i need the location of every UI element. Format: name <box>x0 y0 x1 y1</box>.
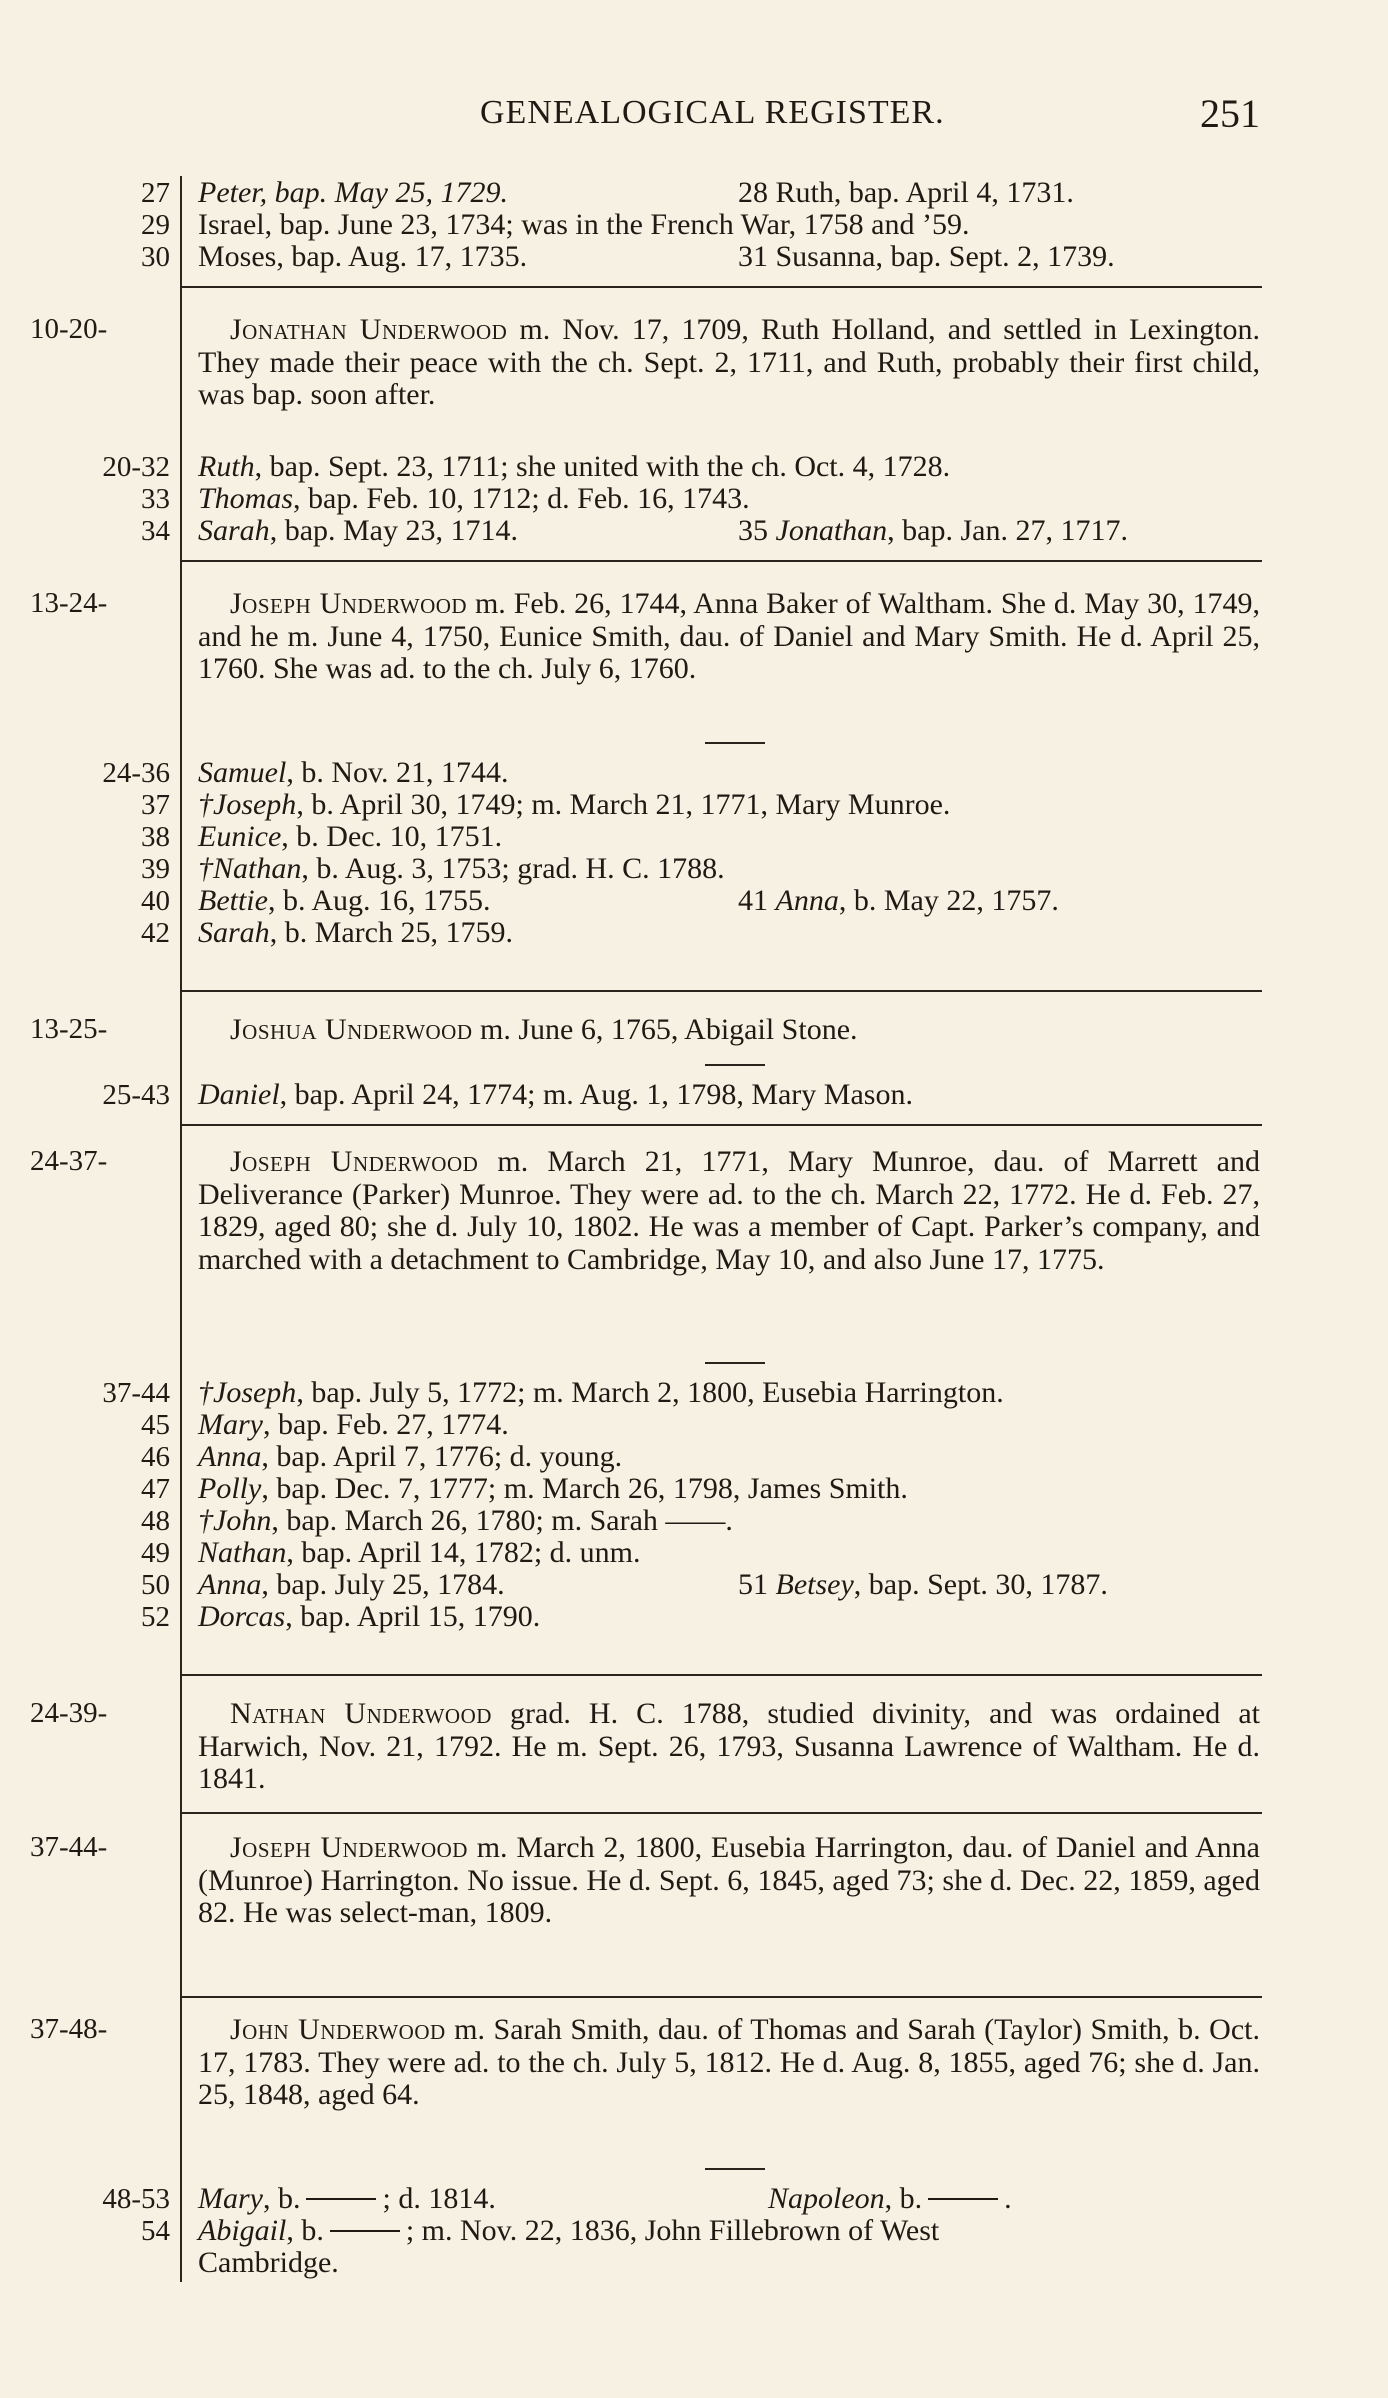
child-detail: , b. <box>884 2182 923 2215</box>
short-rule <box>705 1064 765 1066</box>
child-line <box>198 1080 1260 1110</box>
child-detail: , b. <box>262 2182 301 2215</box>
person-name: Joseph Underwood <box>230 1831 468 1864</box>
section-ref: 13-25- <box>30 1013 108 1045</box>
child-name: Mary <box>198 2182 263 2215</box>
entry-text: Moses, bap. Aug. 17, 1735. <box>198 240 528 273</box>
ref-number: 54 <box>141 2215 170 2247</box>
person-name: Nathan Underwood <box>230 1697 492 1730</box>
child-detail: , bap. Jan. 27, 1717. <box>887 514 1128 547</box>
child-line <box>198 1410 1260 1440</box>
ref-number: 45 <box>141 1409 170 1441</box>
section-paragraph <box>198 2014 1260 2112</box>
child-line <box>198 822 1260 852</box>
paragraph-text: grad. H. C. 1788, studied divinity, and was ordained at Harwich, Nov. 21, 1792. He m. Sept. 26, 1793, Susanna Lawrence of Waltham. He d. 1841. <box>198 1697 1260 1795</box>
section-ref: 24-39- <box>30 1697 108 1729</box>
ref-number: 37-44 <box>102 1377 170 1409</box>
ref-number: 39 <box>141 853 170 885</box>
section-rule <box>182 1124 1262 1126</box>
child-line <box>198 1570 1260 1600</box>
child-line <box>198 1538 1260 1568</box>
child-line <box>198 886 1260 916</box>
child-line <box>198 516 1260 546</box>
short-rule <box>705 742 765 744</box>
child-detail: , bap. May 23, 1714. <box>269 514 518 547</box>
child-name: Nathan <box>198 1536 287 1569</box>
person-name: Joseph Underwood <box>230 1145 479 1178</box>
child-detail: ; d. 1814. <box>382 2182 496 2215</box>
child-name: Mary <box>198 1408 263 1441</box>
child-detail: , bap. July 25, 1784. <box>261 1568 505 1601</box>
short-rule <box>705 2168 765 2170</box>
child-name: Dorcas <box>198 1600 286 1633</box>
child-detail: , bap. July 5, 1772; m. March 2, 1800, Eusebia Harrington. <box>296 1376 1004 1409</box>
child-line <box>198 1474 1260 1504</box>
person-name: Joseph Underwood <box>230 587 468 620</box>
child-name: Sarah <box>198 514 270 547</box>
short-rule <box>705 1362 765 1364</box>
child-line <box>198 1602 1260 1632</box>
child-name: Eunice <box>198 820 282 853</box>
section-ref: 13-24- <box>30 587 108 619</box>
paragraph-text: m. Feb. 26, 1744, Anna Baker of Waltham. She d. May 30, 1749, and he m. June 4, 1750, Eunice Smith, dau. of Daniel and Mary Smith. He d. April 25, 1760. She was ad. to the ch. July 6, 1760. <box>198 587 1260 685</box>
child-detail: , b. May 22, 1757. <box>838 884 1059 917</box>
child-detail: , b. Nov. 21, 1744. <box>286 756 509 789</box>
child-detail: , b. Aug. 3, 1753; grad. H. C. 1788. <box>301 852 725 885</box>
paragraph-text: m. March 21, 1771, Mary Munroe, dau. of Marrett and Deliverance (Parker) Munroe. They were ad. to the ch. March 22, 1772. He d. Feb. 27, 1829, aged 80; she d. July 10, 1802. He was a member of Capt. Parker’s company, and marched with a detachment to Cambridge, May 10, and also June 17, 1775. <box>198 1145 1261 1276</box>
child-line-continued: Cambridge. <box>198 2246 339 2279</box>
section-ref: 37-44- <box>30 1831 108 1863</box>
child-name: †John <box>198 1504 272 1537</box>
ref-number: 25-43 <box>102 1079 170 1111</box>
child-line <box>198 452 1260 482</box>
child-detail: , b. April 30, 1749; m. March 21, 1771, Mary Munroe. <box>296 788 951 821</box>
ref-number: 50 <box>141 1569 170 1601</box>
ref-number: 46 <box>141 1441 170 1473</box>
child-line <box>198 1506 1260 1536</box>
child-line <box>198 790 1260 820</box>
section-rule <box>182 1674 1262 1676</box>
ref-number: 34 <box>141 515 170 547</box>
child-detail: , bap. April 24, 1774; m. Aug. 1, 1798, Mary Mason. <box>279 1078 913 1111</box>
child-name: Samuel <box>198 756 287 789</box>
section-rule <box>182 1812 1262 1814</box>
child-line <box>198 1378 1260 1408</box>
page-header <box>180 90 1260 150</box>
child-line <box>198 242 1260 272</box>
ref-number: 38 <box>141 821 170 853</box>
margin-rule <box>180 176 182 2282</box>
child-name: Jonathan <box>775 514 888 547</box>
blank-dash <box>306 2198 376 2200</box>
blank-dash <box>928 2198 998 2200</box>
child-name: Anna <box>198 1440 262 1473</box>
entry-text: Peter, bap. May 25, 1729. <box>198 176 508 209</box>
child-detail: , b. <box>286 2214 324 2247</box>
child-detail: , bap. Feb. 27, 1774. <box>262 1408 509 1441</box>
child-detail: , bap. April 7, 1776; d. young. <box>261 1440 623 1473</box>
child-name: Bettie <box>198 884 268 917</box>
entry-text-right: 28 Ruth, bap. April 4, 1731. <box>738 176 1074 209</box>
child-detail: , bap. April 14, 1782; d. unm. <box>286 1536 641 1569</box>
child-name: Thomas <box>198 482 294 515</box>
section-ref: 10-20- <box>30 313 108 345</box>
child-number: 41 <box>738 884 768 917</box>
section-paragraph <box>198 588 1260 686</box>
section-rule <box>182 990 1262 992</box>
child-line <box>198 2184 1260 2214</box>
child-name: Anna <box>775 884 839 917</box>
child-name: Polly <box>198 1472 262 1505</box>
child-name: †Nathan <box>198 852 302 885</box>
person-name: Jonathan Underwood <box>230 313 508 346</box>
section-paragraph <box>198 1832 1260 1930</box>
child-line <box>198 1442 1260 1472</box>
child-detail: , b. Dec. 10, 1751. <box>281 820 503 853</box>
ref-number: 52 <box>141 1601 170 1633</box>
section-paragraph <box>198 1146 1260 1276</box>
child-line <box>198 484 1260 514</box>
paragraph-text: m. March 2, 1800, Eusebia Harrington, dau. of Daniel and Anna (Munroe) Harrington. No issue. He d. Sept. 6, 1845, aged 73; she d. Dec. 22, 1859, aged 82. He was select-man, 1809. <box>198 1831 1261 1929</box>
ref-number: 48 <box>141 1505 170 1537</box>
section-paragraph <box>198 314 1260 412</box>
child-detail: , bap. Sept. 30, 1787. <box>853 1568 1108 1601</box>
child-detail: , bap. Dec. 7, 1777; m. March 26, 1798, James Smith. <box>261 1472 908 1505</box>
child-detail: , bap. Sept. 23, 1711; she united with the ch. Oct. 4, 1728. <box>254 450 951 483</box>
paragraph-text: m. June 6, 1765, Abigail Stone. <box>472 1013 858 1046</box>
paragraph-text: m. Sarah Smith, dau. of Thomas and Sarah (Taylor) Smith, b. Oct. 17, 1783. They were ad. to the ch. July 5, 1812. He d. Aug. 8, 1855, aged 76; she d. Jan. 25, 1848, aged 64. <box>198 2013 1260 2111</box>
child-name: Sarah <box>198 916 270 949</box>
ref-number: 33 <box>141 483 170 515</box>
child-name: Anna <box>198 1568 262 1601</box>
child-name: †Joseph <box>198 1376 297 1409</box>
ref-number: 30 <box>141 241 170 273</box>
ref-number: 37 <box>141 789 170 821</box>
child-line <box>198 758 1260 788</box>
running-title: GENEALOGICAL REGISTER. <box>480 94 945 131</box>
ref-number: 48-53 <box>102 2183 170 2215</box>
child-detail: , b. March 25, 1759. <box>269 916 513 949</box>
child-line: Israel, bap. June 23, 1734; was in the French War, 1758 and ’59. <box>198 208 970 241</box>
child-detail: , b. Aug. 16, 1755. <box>267 884 491 917</box>
child-detail: , bap. April 15, 1790. <box>285 1600 541 1633</box>
ref-number: 20-32 <box>102 451 170 483</box>
child-line <box>198 918 1260 948</box>
child-name: Ruth <box>198 450 255 483</box>
section-ref: 37-48- <box>30 2013 108 2045</box>
child-detail: . <box>1004 2182 1012 2215</box>
ref-number: 27 <box>141 177 170 209</box>
blank-dash <box>330 2230 400 2232</box>
child-name: Abigail <box>198 2214 287 2247</box>
ref-number: 47 <box>141 1473 170 1505</box>
section-paragraph <box>198 1014 1260 1047</box>
child-name: Betsey <box>775 1568 854 1601</box>
paragraph-text: m. Nov. 17, 1709, Ruth Holland, and settled in Lexington. They made their peace with the ch. Sept. 2, 1711, and Ruth, probably their first child, was bap. soon after. <box>198 313 1260 411</box>
child-detail: ; m. Nov. 22, 1836, John Fillebrown of West <box>405 2214 940 2247</box>
child-detail: , bap. Feb. 10, 1712; d. Feb. 16, 1743. <box>293 482 750 515</box>
child-name: Daniel <box>198 1078 280 1111</box>
section-rule <box>182 1996 1262 1998</box>
person-name: Joshua Underwood <box>230 1013 473 1046</box>
section-paragraph <box>198 1698 1260 1796</box>
ref-number: 42 <box>141 917 170 949</box>
ref-number: 49 <box>141 1537 170 1569</box>
section-rule <box>182 560 1262 562</box>
ref-number: 40 <box>141 885 170 917</box>
child-line <box>198 2216 1260 2246</box>
child-line <box>198 178 1260 208</box>
child-number: 51 <box>738 1568 768 1601</box>
ref-number: 29 <box>141 209 170 241</box>
child-number: 35 <box>738 514 768 547</box>
person-name: John Underwood <box>230 2013 446 2046</box>
child-name: †Joseph <box>198 788 297 821</box>
ref-number: 24-36 <box>102 757 170 789</box>
child-line <box>198 854 1260 884</box>
page-number: 251 <box>1200 91 1260 136</box>
child-name: Napoleon <box>768 2182 885 2215</box>
section-rule <box>182 286 1262 288</box>
section-ref: 24-37- <box>30 1145 108 1177</box>
child-detail: , bap. March 26, 1780; m. Sarah ——. <box>271 1504 733 1537</box>
entry-text-right: 31 Susanna, bap. Sept. 2, 1739. <box>738 240 1115 273</box>
